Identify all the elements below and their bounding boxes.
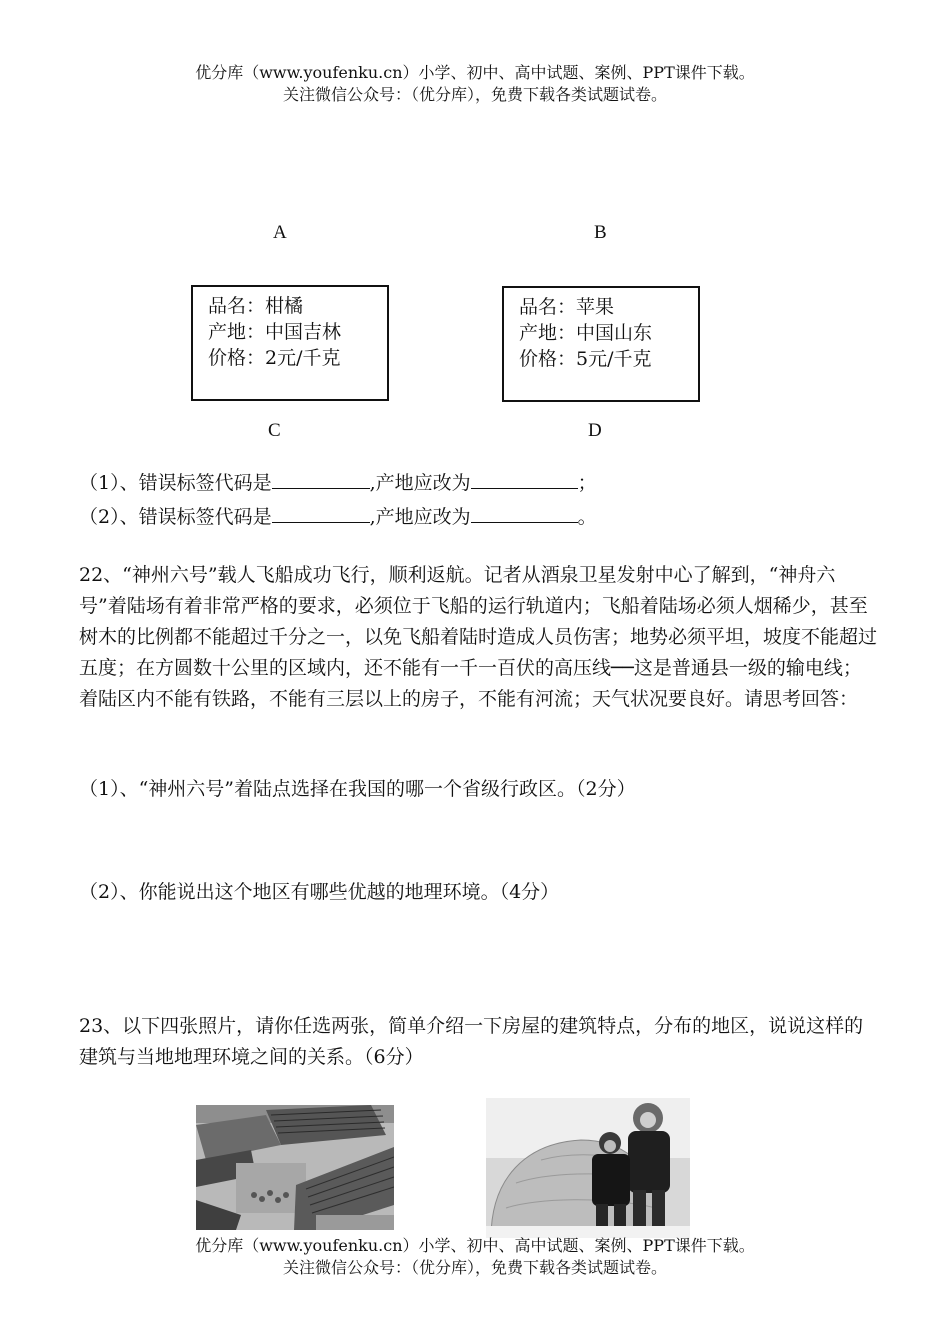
footer-line-1: 优分库（www.youfenku.cn）小学、初中、高中试题、案例、PPT课件下载。 [195,1236,755,1255]
price-tag-right [502,286,700,402]
label-b: B [594,222,607,243]
tag-right-origin: 产地：中国山东 [519,322,653,344]
label-c: C [268,420,281,441]
answer-blank[interactable] [272,504,370,523]
igloo-children-image [486,1098,690,1238]
header-line-1: 优分库（www.youfenku.cn）小学、初中、高中试题、案例、PPT课件下载。 [195,63,755,82]
tag-left-origin: 产地：中国吉林 [208,321,342,343]
q21-sub-2 [79,504,597,530]
tag-left-price: 价格：2元/千克 [208,347,341,369]
page-header [0,62,950,106]
price-tag-left [191,285,389,401]
q21-sub-2-end: 。 [577,506,597,528]
tag-right-price: 价格：5元/千克 [519,348,652,370]
page-footer [0,1235,950,1279]
q23-text: 23、以下四张照片，请你任选两张，简单介绍一下房屋的建筑特点，分布的地区，说说这样的建筑与当地地理环境之间的关系。（6分） [79,1015,864,1068]
q22-text: 22、“神州六号”载人飞船成功飞行，顺利返航。记者从酒泉卫星发射中心了解到，“神舟六号”着陆场有着非常严格的要求，必须位于飞船的运行轨道内；飞船着陆场必须人烟稀少，甚至树木的比例都不能超过千分之一，以免飞船着陆时造成人员伤害；地势必须平坦，坡度不能超过五度；在方圆数十公里的区域内，还不能有一千一百伏的高压线──这是普通县一级的输电线；着陆区内不能有铁路，不能有三层以上的房子，不能有河流；天气状况要良好。请思考回答： [79,564,878,710]
q21-sub-1-prompt: （1）、错误标签代码是 [79,472,272,494]
courtyard-houses-image [196,1105,394,1230]
q22-sub-2: （2）、你能说出这个地区有哪些优越的地理环境。（4分） [79,881,560,903]
footer-line-2: 关注微信公众号：（优分库），免费下载各类试题试卷。 [282,1258,667,1277]
q21-sub-2-prompt: （2）、错误标签代码是 [79,506,272,528]
q21-sub-2-prompt-2: ,产地应改为 [369,506,471,528]
q21-sub-1-prompt-2: ,产地应改为 [369,472,471,494]
answer-blank[interactable] [471,504,578,523]
q21-sub-1 [79,470,597,496]
photo-igloo-children [486,1098,690,1238]
answer-blank[interactable] [471,470,578,489]
answer-blank[interactable] [272,470,370,489]
photo-courtyard-houses [196,1105,394,1230]
q21-sub-1-end: ； [577,472,597,494]
tag-left-name: 品名：柑橘 [208,295,304,317]
header-line-2: 关注微信公众号：（优分库），免费下载各类试题试卷。 [282,85,667,104]
q22-sub-1: （1）、“神州六号”着陆点选择在我国的哪一个省级行政区。（2分） [79,778,636,800]
label-d: D [588,420,602,441]
label-a: A [273,222,287,243]
tag-right-name: 品名：苹果 [519,296,615,318]
